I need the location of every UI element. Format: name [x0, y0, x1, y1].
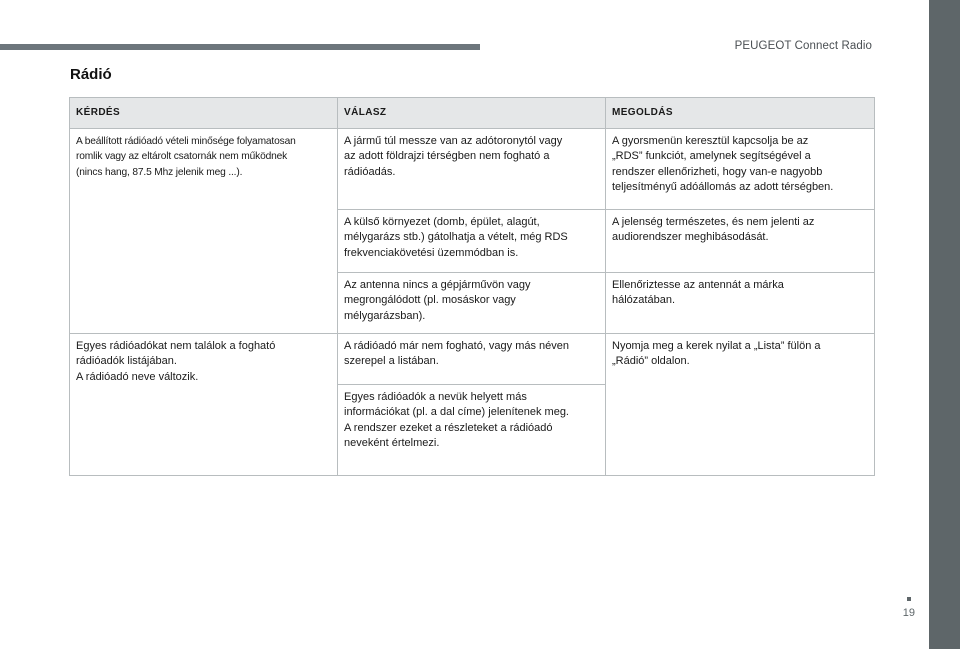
answer-line: frekvenciakövetési üzemmódban is. [344, 246, 519, 259]
answer-line: A rendszer ezeket a részleteket a rádióadó [344, 421, 553, 434]
question-cell [70, 333, 338, 475]
troubleshooting-table [69, 97, 875, 476]
answer-cell [338, 272, 606, 333]
solution-line: Ellenőriztesse az antennát a márka [612, 278, 784, 291]
section-title: Rádió [70, 66, 112, 83]
answer-line: A rádióadó már nem fogható, vagy más néven [344, 339, 570, 352]
page-number: 19 [902, 607, 915, 619]
answer-line: Egyes rádióadók a nevük helyett más [344, 390, 527, 403]
answer-line: megrongálódott (pl. mosáskor vagy [344, 294, 516, 306]
question-line: (nincs hang, 87.5 Mhz jelenik meg ...). [76, 166, 243, 178]
solution-line: A jelenség természetes, és nem jelenti az [612, 215, 815, 228]
brand-title: PEUGEOT Connect Radio [734, 40, 872, 52]
solution-line: A gyorsmenün keresztül kapcsolja be az [612, 134, 809, 147]
column-header-question: KÉRDÉS [70, 98, 338, 129]
answer-cell [338, 209, 606, 272]
column-header-answer: VÁLASZ [338, 98, 606, 129]
solution-line: „Rádió” oldalon. [612, 355, 690, 367]
solution-cell [606, 128, 875, 209]
answer-cell [338, 333, 606, 384]
answer-cell [338, 384, 606, 475]
solution-cell [606, 272, 875, 333]
column-header-solution: MEGOLDÁS [606, 98, 875, 129]
solution-cell [606, 209, 875, 272]
table-row [70, 333, 875, 384]
answer-line: mélygarázsban). [344, 309, 426, 322]
question-line: A beállított rádióadó vételi minősége folyamatosan [76, 135, 296, 147]
side-thumb-strip [929, 0, 960, 649]
question-line: A rádióadó neve változik. [76, 370, 199, 383]
answer-line: neveként értelmezi. [344, 437, 440, 449]
solution-line: teljesítményű adóállomás az adott térségben. [612, 181, 834, 193]
answer-line: az adott földrajzi térségben nem fogható a [344, 150, 550, 162]
question-cell [70, 128, 338, 333]
solution-line: audiorendszer meghibásodását. [612, 231, 769, 243]
question-line: Egyes rádióadókat nem találok a fogható [76, 339, 276, 352]
question-line: romlik vagy az eltárolt csatornák nem működnek [76, 151, 288, 162]
solution-line: rendszer ellenőrizheti, hogy van-e nagyobb [612, 165, 823, 178]
page-marker-dot [907, 597, 911, 601]
answer-line: mélygarázs stb.) gátolhatja a vételt, még RDS [344, 231, 568, 243]
question-line: rádióadók listájában. [76, 355, 177, 367]
answer-line: rádióadás. [344, 165, 396, 178]
answer-line: Az antenna nincs a gépjárművön vagy [344, 278, 531, 291]
table-header-row [70, 98, 875, 129]
solution-line: „RDS” funkciót, amelynek segítségével a [612, 150, 811, 162]
answer-line: információkat (pl. a dal címe) jelenítenek meg. [344, 406, 569, 418]
solution-line: hálózatában. [612, 294, 675, 306]
solution-cell [606, 333, 875, 475]
answer-cell [338, 128, 606, 209]
answer-line: A jármű túl messze van az adótoronytól vagy [344, 134, 563, 147]
answer-line: A külső környezet (domb, épület, alagút, [344, 215, 540, 228]
header-accent-bar [0, 44, 480, 50]
solution-line: Nyomja meg a kerek nyilat a „Lista” fülön a [612, 339, 821, 352]
table-row [70, 128, 875, 209]
answer-line: szerepel a listában. [344, 355, 439, 367]
